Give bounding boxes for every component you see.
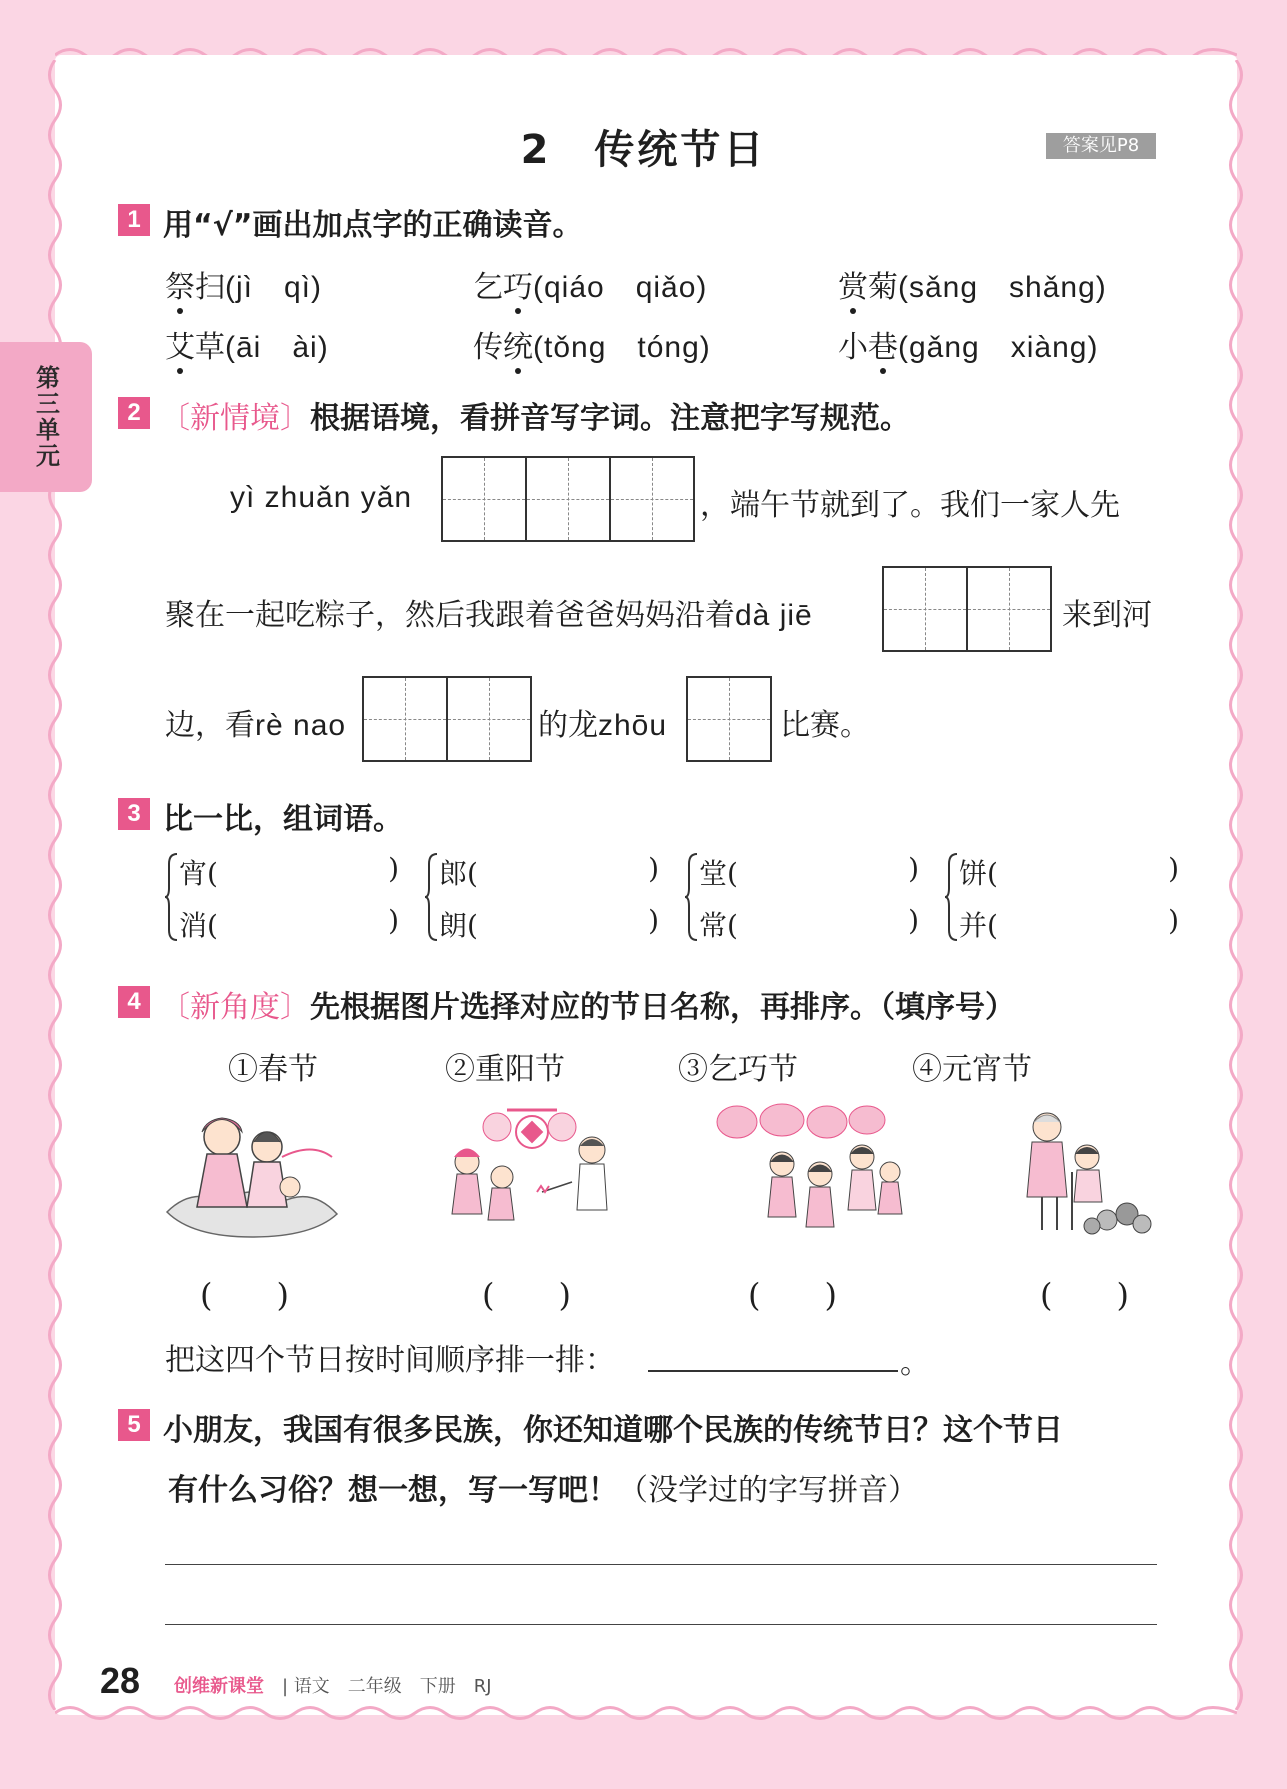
question-1-number: 1 — [118, 204, 150, 236]
order-answer-line[interactable] — [648, 1370, 898, 1372]
q3-pair-2[interactable]: 郎( ) 朗( ) — [425, 852, 675, 942]
q2-writing-grid-4[interactable] — [686, 676, 772, 762]
q2-line-3-end: 比赛。 — [780, 708, 870, 743]
q2-writing-grid-2[interactable] — [882, 566, 1052, 652]
q3-pair-1[interactable]: 宵( ) 消( ) — [165, 852, 415, 942]
q2-line-2-text: 聚在一起吃粽子，然后我跟着爸爸妈妈沿着dà jiē — [165, 598, 813, 633]
order-end-mark: 。 — [900, 1346, 930, 1381]
answer-reference-badge: 答案见P8 — [1046, 133, 1156, 159]
q2-writing-grid-1[interactable] — [441, 456, 695, 542]
q1-item-3[interactable]: 赏菊(sǎng shǎng) — [838, 270, 1107, 305]
q1-item-1[interactable]: 祭扫(jì qì) — [165, 270, 322, 305]
page-number: 28 — [100, 1660, 141, 1701]
unit-tab-label: 第三单元 — [31, 365, 60, 469]
answer-blank-4[interactable]: ( ) — [1040, 1276, 1129, 1314]
question-1-text: 用“√”画出加点字的正确读音。 — [163, 208, 583, 243]
q2-line-3-middle: 的龙zhōu — [538, 708, 668, 743]
festival-option-2: ②重阳节 — [445, 1052, 565, 1087]
wavy-border-bottom — [55, 1702, 1237, 1724]
footer-book-info: | 语文 二年级 下册 RJ — [282, 1676, 492, 1697]
q1-item-4[interactable]: 艾草(āi ài) — [165, 330, 329, 365]
festival-option-3: ③乞巧节 — [678, 1052, 798, 1087]
question-3-text: 比一比，组词语。 — [163, 802, 403, 837]
wavy-border-left — [44, 60, 66, 1710]
festival-option-4: ④元宵节 — [912, 1052, 1032, 1087]
illustration-spring-festival — [432, 1102, 622, 1247]
illustration-lantern-festival — [712, 1102, 912, 1247]
question-2-text: 〔新情境〕根据语境，看拼音写字词。注意把字写规范。 — [160, 401, 910, 436]
festival-option-1: ①春节 — [228, 1052, 318, 1087]
q1-item-5[interactable]: 传统(tǒng tóng) — [473, 330, 711, 365]
unit-tab — [0, 342, 92, 492]
answer-blank-1[interactable]: ( ) — [200, 1276, 289, 1314]
question-5-line-2: 有什么习俗？想一想，写一写吧！（没学过的字写拼音） — [168, 1473, 918, 1508]
question-5-number: 5 — [118, 1409, 150, 1441]
illustration-qixi-festival — [162, 1102, 342, 1247]
writing-line-2[interactable] — [165, 1624, 1157, 1625]
q2-line-1-text: ，端午节就到了。我们一家人先 — [700, 488, 1120, 523]
q2-pinyin-1: yì zhuǎn yǎn — [230, 481, 413, 514]
question-4-number: 4 — [118, 986, 150, 1018]
question-4-text: 〔新角度〕先根据图片选择对应的节日名称，再排序。（填序号） — [160, 990, 1015, 1025]
q1-item-6[interactable]: 小巷(gǎng xiàng) — [838, 330, 1099, 365]
q3-pair-3[interactable]: 堂( ) 常( ) — [685, 852, 935, 942]
answer-blank-2[interactable]: ( ) — [482, 1276, 571, 1314]
question-5-line-1: 小朋友，我国有很多民族，你还知道哪个民族的传统节日？这个节日 — [163, 1413, 1063, 1448]
q2-line-3-start: 边，看rè nao — [165, 708, 347, 743]
footer-brand: 创维新课堂 — [174, 1676, 264, 1697]
page-title: 2 传统节日 — [520, 127, 767, 173]
answer-blank-3[interactable]: ( ) — [748, 1276, 837, 1314]
question-3-number: 3 — [118, 798, 150, 830]
wavy-border-right — [1225, 60, 1247, 1710]
order-instruction: 把这四个节日按时间顺序排一排： — [165, 1343, 615, 1378]
q2-line-2-end: 来到河 — [1062, 598, 1152, 633]
illustration-double-ninth-festival — [1012, 1102, 1162, 1247]
question-2-number: 2 — [118, 397, 150, 429]
q1-item-2[interactable]: 乞巧(qiáo qiǎo) — [473, 270, 708, 305]
writing-line-1[interactable] — [165, 1564, 1157, 1565]
q2-writing-grid-3[interactable] — [362, 676, 532, 762]
q3-pair-4[interactable]: 饼( ) 并( ) — [945, 852, 1195, 942]
